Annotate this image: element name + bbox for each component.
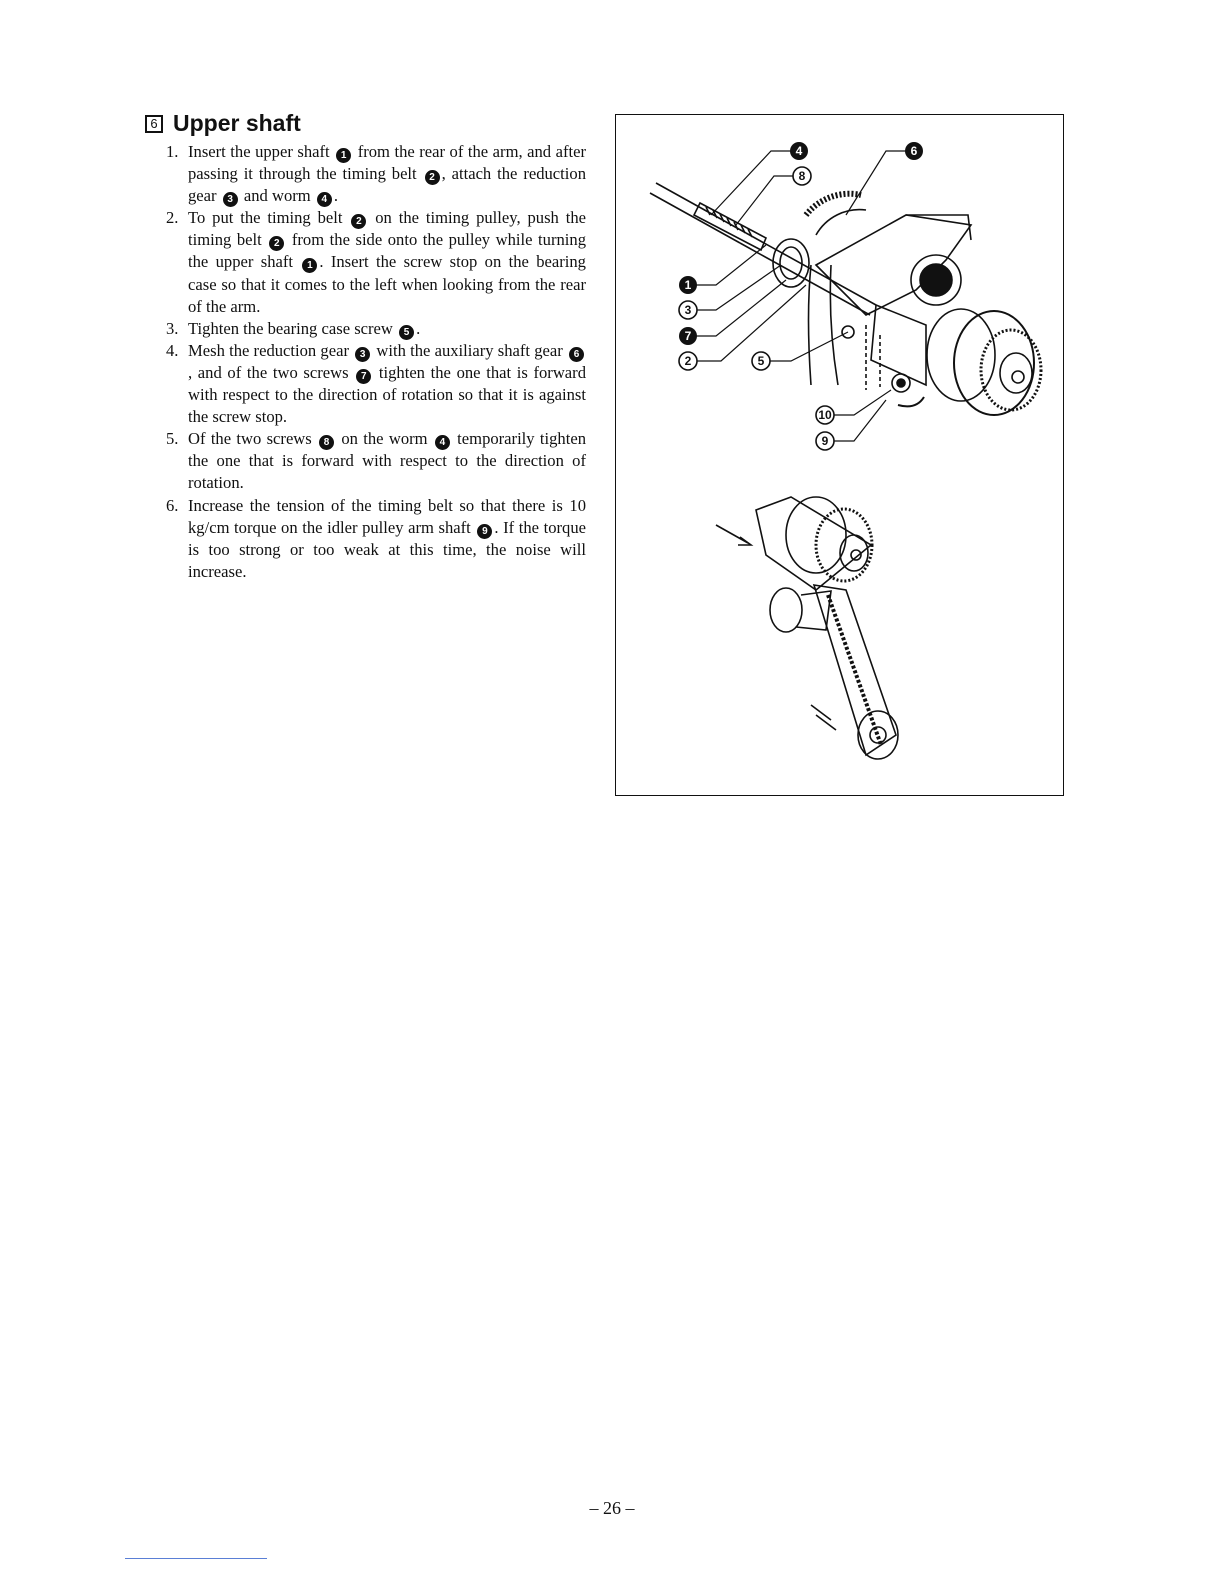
step-text: with the auxiliary shaft gear <box>372 340 567 360</box>
shaft-assembly-drawing <box>650 183 1041 415</box>
svg-text:2: 2 <box>684 354 692 368</box>
step-number: 4. <box>166 340 179 360</box>
part-reference-marker: 6 <box>569 347 584 362</box>
callout-7 <box>679 327 697 345</box>
callout-markers <box>679 142 923 450</box>
step-number: 3. <box>166 318 179 338</box>
step-text: on the worm <box>336 429 433 449</box>
timing-belt-detail-drawing <box>716 497 898 759</box>
step-number: 1. <box>166 142 179 161</box>
step-text: . If the torque is too strong or too weak at this time, the noise will increase. <box>188 517 586 581</box>
step-text: , and of the two screws <box>188 362 355 382</box>
callout-leader-lines <box>696 151 906 441</box>
callout-2 <box>679 352 697 370</box>
step-text: . Insert the screw stop on the bearing case so that it comes to the left when looking from the rear of the arm. <box>188 252 586 316</box>
step-text: Mesh the reduction gear <box>188 340 354 360</box>
section-number-box: 6 <box>145 115 163 133</box>
callout-1 <box>679 276 697 294</box>
step-text: . <box>333 186 338 206</box>
callout-5 <box>752 352 770 370</box>
section-title: Upper shaft <box>173 110 301 136</box>
page-number: – 26 – <box>589 1498 635 1518</box>
part-reference-marker: 2 <box>351 214 366 229</box>
svg-text:3: 3 <box>684 303 692 317</box>
callout-4 <box>790 142 808 160</box>
section-heading <box>145 110 301 137</box>
instruction-step <box>166 495 586 583</box>
step-number: 5. <box>166 429 179 449</box>
instruction-step <box>166 207 586 317</box>
step-text: tighten the one that is forward with respect to the direction of rotation so that it is against the screw stop. <box>188 362 586 427</box>
step-text: To put the timing belt <box>188 208 350 228</box>
step-number: 2. <box>166 208 179 228</box>
part-reference-marker: 3 <box>355 347 370 362</box>
step-text: . <box>416 318 421 338</box>
step-text: on the timing pulley, push the timing belt <box>188 208 586 250</box>
part-reference-marker: 1 <box>302 258 317 273</box>
part-reference-marker: 9 <box>477 524 492 539</box>
svg-text:8: 8 <box>798 169 806 183</box>
instruction-step <box>166 428 586 494</box>
part-reference-marker: 4 <box>317 192 332 207</box>
svg-text:1: 1 <box>684 278 692 292</box>
step-number: 6. <box>166 495 179 515</box>
part-reference-marker: 1 <box>336 148 351 163</box>
callout-3 <box>679 301 697 319</box>
footnote-rule <box>125 1558 267 1559</box>
step-text: , attach the reduction gear <box>188 164 586 206</box>
part-reference-marker: 7 <box>356 369 371 384</box>
svg-text:7: 7 <box>684 329 692 343</box>
instruction-step <box>166 340 586 428</box>
callout-9 <box>816 432 834 450</box>
instruction-step <box>166 141 586 207</box>
instruction-step <box>166 318 586 340</box>
step-text: and worm <box>239 186 315 206</box>
part-reference-marker: 2 <box>269 236 284 251</box>
step-text: Increase the tension of the timing belt so that there is 10 kg/cm torque on the idler pulley arm shaft <box>188 495 586 537</box>
upper-shaft-figure <box>615 114 1064 796</box>
instruction-steps <box>166 141 586 583</box>
part-reference-marker: 8 <box>319 435 334 450</box>
svg-text:4: 4 <box>795 144 803 158</box>
step-text: temporarily tighten the one that is forward with respect to the direction of rotation. <box>188 429 586 493</box>
step-text: Tighten the bearing case screw <box>188 318 398 338</box>
callout-6 <box>905 142 923 160</box>
step-text: Insert the upper shaft <box>188 142 335 161</box>
svg-text:10: 10 <box>818 408 832 422</box>
step-text: Of the two screws <box>188 429 318 449</box>
svg-text:5: 5 <box>757 354 765 368</box>
callout-8 <box>793 167 811 185</box>
svg-text:6: 6 <box>910 144 918 158</box>
part-reference-marker: 2 <box>425 170 440 185</box>
step-text: from the side onto the pulley while turning the upper shaft <box>188 230 586 272</box>
upper-shaft-drawing <box>616 115 1062 794</box>
part-reference-marker: 4 <box>435 435 450 450</box>
step-text: from the rear of the arm, and after passing it through the timing belt <box>188 142 587 184</box>
part-reference-marker: 3 <box>223 192 238 207</box>
callout-10 <box>816 406 834 424</box>
svg-text:9: 9 <box>821 434 829 448</box>
part-reference-marker: 5 <box>399 325 414 340</box>
